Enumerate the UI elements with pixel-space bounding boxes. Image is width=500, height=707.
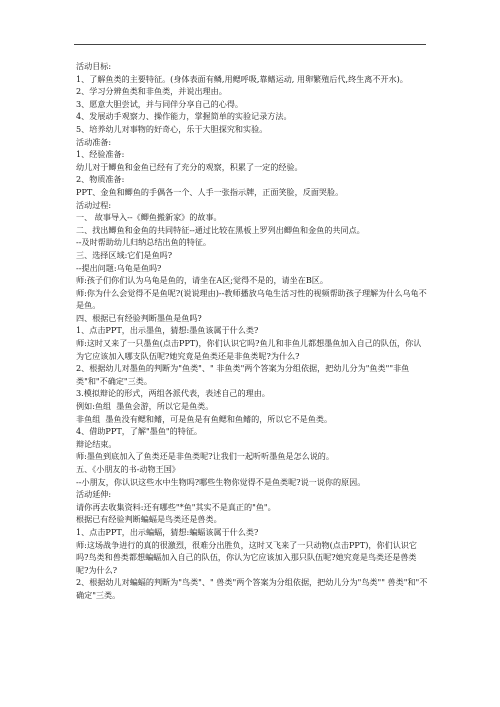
text-line: 非鱼组 墨鱼没有鳃和鳍，可是鱼是有鱼鳃和鱼鳍的，所以它不是鱼类。 — [76, 413, 333, 424]
text-line: 1、点击PPT，出示蝙蝠，猜想:蝙蝠该属于什么类? — [76, 526, 259, 537]
text-line: 五、《小朋友的书-动物王国》 — [76, 464, 180, 474]
text-line: 辩论结束。 — [76, 438, 117, 449]
text-line: 4、借助PPT，了解"墨鱼"的特征。 — [76, 426, 203, 437]
text-line: 活动目标: — [76, 61, 112, 71]
text-line: 活动准备: — [76, 136, 112, 147]
text-line: 2、根据幼儿对墨鱼的判断为"鱼类"、" 非鱼类"两个答案为分组依据，把幼儿分为"鱼类""非鱼类"和"不确定"三类。 — [76, 363, 410, 386]
text-line: 幼儿对于鲫鱼和金鱼已经有了充分的观察，积累了一定的经验。 — [76, 161, 303, 172]
text-line: 师:你为什么会觉得不是鱼呢?(说说理由)--教师播放乌龟生活习性的视频帮助孩子理解为什么乌龟不是鱼。 — [76, 287, 427, 311]
text-line: 3.模拟辩论的形式，两组各派代表，表述自己的理由。 — [76, 388, 270, 399]
text-line: 四、根据已有经验判断墨鱼是鱼吗? — [76, 312, 202, 323]
text-line: 1、点击PPT，出示墨鱼，猜想:墨鱼该属于什么类? — [76, 325, 259, 336]
text-line: --及时帮助幼儿归纳总结出鱼的特征。 — [76, 237, 211, 248]
text-line: 4、发展动手观察力、操作能力，掌握简单的实验记录方法。 — [76, 111, 292, 122]
text-line: 活动过程: — [76, 199, 112, 210]
header-rule — [74, 44, 426, 45]
text-line: 例如:鱼组 墨鱼会游，所以它是鱼类。 — [76, 401, 214, 412]
text-line: 2、根据幼儿对蝙蝠的判断为"鸟类"、" 兽类"两个答案为分组依据，把幼儿分为"鸟类"" 兽类"和"不确定"三类。 — [76, 577, 428, 600]
text-line: 师:这场战争进行的真的很激烈，很难分出胜负，这时又飞来了一只动物(点击PPT)，你们认识它吗?鸟类和兽类都想蝙蝠加入自己的队伍，你认为它应该加入那只队伍呢?她究竟是鸟类还是兽类呢?为什么? — [76, 539, 417, 575]
text-line: 活动延伸: — [76, 489, 112, 500]
text-line: 师:孩子们你们认为乌龟是鱼的，请坐在A区;觉得不是的，请坐在B区。 — [76, 275, 328, 286]
text-line: 5、培养幼儿对事物的好奇心，乐于大胆探究和实验。 — [76, 123, 268, 134]
text-line: 师:墨鱼到底加入了鱼类还是非鱼类呢?让我们一起听听墨鱼是怎么说的。 — [76, 451, 334, 462]
text-line: 师:这时又来了一只墨鱼(点击PPT)，你们认识它吗?鱼儿和非鱼儿都想墨鱼加入自己的队伍，你认为它应该加入哪支队伍呢?她究竟是鱼类还是非鱼类呢?为什么? — [76, 338, 422, 361]
text-line: 二、找出鲫鱼和金鱼的共同特征--通过比较在黑板上罗列出鲫鱼和金鱼的共同点。 — [76, 224, 365, 235]
text-line: PPT、金鱼和鲫鱼的手偶各一个、人手一张指示牌，正面笑脸，反面哭脸。 — [76, 186, 344, 197]
text-line: 一、 故事导入--《鲫鱼搬新家》的故事。 — [76, 212, 222, 223]
text-line: 3、愿意大胆尝试，并与同伴分享自己的心得。 — [76, 98, 244, 109]
text-line: 1、了解鱼类的主要特征。(身体表面有鳞,用鳃呼吸,靠鳍运动, 用卵繁殖后代,终生离不开水)。 — [76, 73, 408, 84]
text-line: 2、学习分辨鱼类和非鱼类，并说出理由。 — [76, 86, 227, 97]
document-body — [76, 60, 428, 602]
text-line: --提出问题:乌龟是鱼吗? — [76, 262, 162, 273]
text-line: 请你再去收集资料:还有哪些"*鱼"其实不是真正的"鱼"。 — [76, 501, 276, 512]
text-line: 根据已有经验判断蝙蝠是鸟类还是兽类。 — [76, 514, 222, 525]
text-line: 三、选择区域:它们是鱼吗? — [76, 249, 173, 260]
text-line: --小朋友，你认识这些水中生物吗?哪些生物你觉得不是鱼类呢?说一说你的原因。 — [76, 476, 366, 487]
text-line: 1、经验准备: — [76, 149, 125, 160]
text-line: 2、物质准备: — [76, 174, 125, 185]
